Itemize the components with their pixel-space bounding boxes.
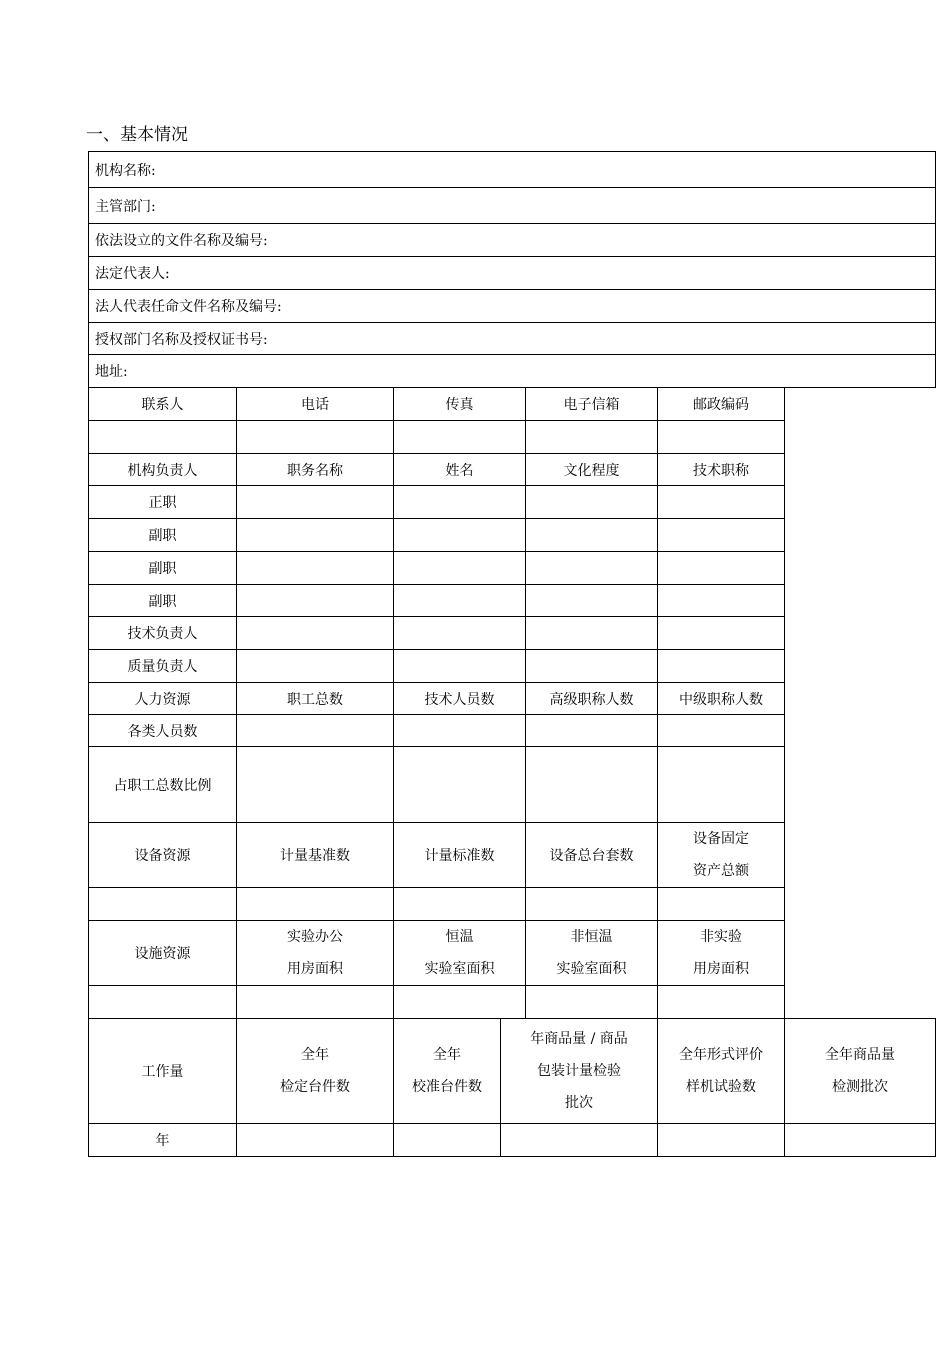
rep-appointment-doc-field[interactable]: 法人代表任命文件名称及编号: bbox=[89, 290, 936, 323]
table-cell[interactable] bbox=[237, 747, 394, 823]
calibration-count-header: 全年 校准台件数 bbox=[394, 1019, 501, 1124]
table-cell[interactable] bbox=[658, 552, 785, 585]
tech-staff-header: 技术人员数 bbox=[394, 683, 526, 715]
section-title: 一、基本情况 bbox=[86, 125, 188, 145]
table-cell[interactable] bbox=[394, 1124, 501, 1157]
table-cell[interactable] bbox=[394, 519, 526, 552]
table-cell[interactable] bbox=[658, 747, 785, 823]
equipment-sets-header: 设备总台套数 bbox=[526, 823, 658, 888]
packaged-goods-inspection-header: 年商品量 / 商品 包装计量检验 批次 bbox=[501, 1019, 658, 1124]
table-cell[interactable] bbox=[658, 1124, 785, 1157]
table-cell[interactable] bbox=[526, 747, 658, 823]
equipment-label: 设备资源 bbox=[89, 823, 237, 888]
table-cell[interactable] bbox=[526, 552, 658, 585]
table-cell[interactable] bbox=[658, 519, 785, 552]
non-lab-area-header: 非实验 用房面积 bbox=[658, 921, 785, 986]
leader-row-label: 质量负责人 bbox=[89, 650, 237, 683]
email-input[interactable] bbox=[526, 421, 658, 454]
table-cell[interactable] bbox=[526, 650, 658, 683]
type-evaluation-header: 全年形式评价 样机试验数 bbox=[658, 1019, 785, 1124]
staff-total-header: 职工总数 bbox=[237, 683, 394, 715]
org-name-field[interactable]: 机构名称: bbox=[89, 152, 936, 188]
table-cell[interactable] bbox=[526, 888, 658, 921]
table-cell[interactable] bbox=[237, 888, 394, 921]
table-cell[interactable] bbox=[785, 1124, 936, 1157]
table-cell[interactable] bbox=[237, 715, 394, 747]
year-label: 年 bbox=[89, 1124, 237, 1157]
non-constant-temp-area-header: 非恒温 实验室面积 bbox=[526, 921, 658, 986]
position-header: 职务名称 bbox=[237, 454, 394, 486]
table-cell[interactable] bbox=[237, 617, 394, 650]
authorization-field[interactable]: 授权部门名称及授权证书号: bbox=[89, 323, 936, 355]
table-cell[interactable] bbox=[394, 585, 526, 617]
senior-title-header: 高级职称人数 bbox=[526, 683, 658, 715]
postcode-input[interactable] bbox=[658, 421, 785, 454]
legal-rep-field[interactable]: 法定代表人: bbox=[89, 257, 936, 290]
legal-doc-field[interactable]: 依法设立的文件名称及编号: bbox=[89, 224, 936, 257]
table-cell[interactable] bbox=[394, 715, 526, 747]
table-cell[interactable] bbox=[526, 486, 658, 519]
address-field[interactable]: 地址: bbox=[89, 355, 936, 388]
table-cell[interactable] bbox=[394, 552, 526, 585]
table-cell[interactable] bbox=[237, 986, 394, 1019]
table-cell[interactable] bbox=[394, 650, 526, 683]
contact-header: 联系人 bbox=[89, 388, 237, 421]
leader-row-label: 技术负责人 bbox=[89, 617, 237, 650]
postcode-header: 邮政编码 bbox=[658, 388, 785, 421]
basic-info-form bbox=[88, 151, 936, 1157]
table-cell[interactable] bbox=[394, 986, 526, 1019]
hr-header: 人力资源 bbox=[89, 683, 237, 715]
table-cell[interactable] bbox=[658, 888, 785, 921]
phone-header: 电话 bbox=[237, 388, 394, 421]
leader-row-label: 副职 bbox=[89, 519, 237, 552]
fixed-assets-header: 设备固定 资产总额 bbox=[658, 823, 785, 888]
table-cell[interactable] bbox=[658, 715, 785, 747]
contact-input[interactable] bbox=[89, 421, 237, 454]
table-cell[interactable] bbox=[658, 986, 785, 1019]
table-cell[interactable] bbox=[658, 650, 785, 683]
primary-standard-header: 计量基准数 bbox=[237, 823, 394, 888]
facility-label: 设施资源 bbox=[89, 921, 237, 986]
table-cell[interactable] bbox=[394, 888, 526, 921]
workload-label: 工作量 bbox=[89, 1019, 237, 1124]
table-cell[interactable] bbox=[237, 519, 394, 552]
leader-row-label: 正职 bbox=[89, 486, 237, 519]
constant-temp-area-header: 恒温 实验室面积 bbox=[394, 921, 526, 986]
table-cell[interactable] bbox=[237, 1124, 394, 1157]
leader-row-label: 副职 bbox=[89, 585, 237, 617]
table-cell[interactable] bbox=[394, 617, 526, 650]
table-cell[interactable] bbox=[526, 585, 658, 617]
table-cell[interactable] bbox=[237, 552, 394, 585]
fax-header: 传真 bbox=[394, 388, 526, 421]
leader-row-label: 副职 bbox=[89, 552, 237, 585]
table-cell[interactable] bbox=[394, 486, 526, 519]
table-cell[interactable] bbox=[658, 585, 785, 617]
office-area-header: 实验办公 用房面积 bbox=[237, 921, 394, 986]
table-cell[interactable] bbox=[394, 747, 526, 823]
mid-title-header: 中级职称人数 bbox=[658, 683, 785, 715]
leader-header: 机构负责人 bbox=[89, 454, 237, 486]
table-cell[interactable] bbox=[526, 519, 658, 552]
table-cell[interactable] bbox=[658, 617, 785, 650]
table-cell[interactable] bbox=[237, 650, 394, 683]
title-header: 技术职称 bbox=[658, 454, 785, 486]
table-cell[interactable] bbox=[237, 486, 394, 519]
measurement-standard-header: 计量标准数 bbox=[394, 823, 526, 888]
table-cell[interactable] bbox=[501, 1124, 658, 1157]
fax-input[interactable] bbox=[394, 421, 526, 454]
name-header: 姓名 bbox=[394, 454, 526, 486]
verification-count-header: 全年 检定台件数 bbox=[237, 1019, 394, 1124]
table-cell[interactable] bbox=[526, 715, 658, 747]
table-cell[interactable] bbox=[658, 486, 785, 519]
table-cell[interactable] bbox=[526, 617, 658, 650]
hr-row-label: 各类人员数 bbox=[89, 715, 237, 747]
table-cell[interactable] bbox=[237, 585, 394, 617]
phone-input[interactable] bbox=[237, 421, 394, 454]
email-header: 电子信箱 bbox=[526, 388, 658, 421]
education-header: 文化程度 bbox=[526, 454, 658, 486]
table-cell[interactable] bbox=[526, 986, 658, 1019]
hr-row-label: 占职工总数比例 bbox=[89, 747, 237, 823]
goods-testing-batches-header: 全年商品量 检测批次 bbox=[785, 1019, 936, 1124]
table-cell[interactable] bbox=[89, 888, 237, 921]
supervisor-dept-field[interactable]: 主管部门: bbox=[89, 188, 936, 224]
table-cell[interactable] bbox=[89, 986, 237, 1019]
